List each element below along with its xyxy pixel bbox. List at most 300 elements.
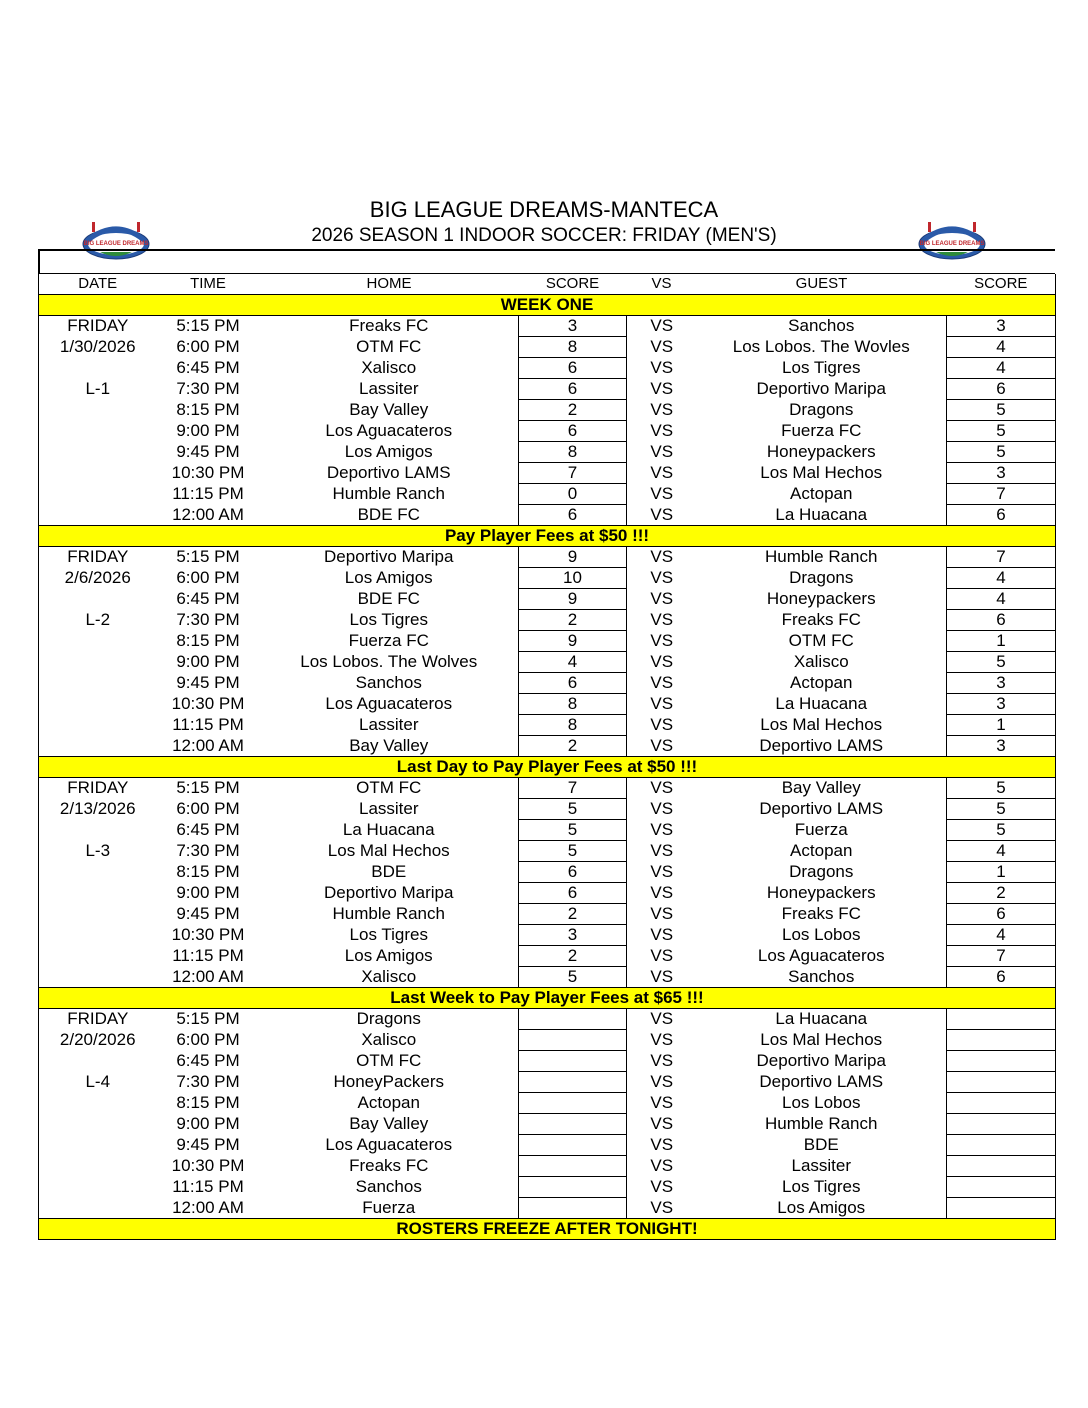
day-label: FRIDAY xyxy=(39,778,157,799)
game-row xyxy=(39,715,1056,736)
guest-team: Los Lobos xyxy=(782,925,861,944)
logo-text: BIG LEAGUE DREAMS xyxy=(83,241,149,247)
date-cell xyxy=(39,1051,157,1072)
guest-score xyxy=(947,1051,1056,1072)
week-label: L-1 xyxy=(39,379,157,400)
game-row xyxy=(39,631,1056,652)
col-header-home-score: SCORE xyxy=(545,275,600,292)
home-score: 6 xyxy=(519,421,627,442)
guest-score: 5 xyxy=(947,442,1056,463)
home-score xyxy=(519,1156,627,1177)
guest-team: Los Mal Hechos xyxy=(760,1030,883,1049)
guest-team: Actopan xyxy=(790,673,853,692)
home-team: Bay Valley xyxy=(349,735,429,755)
date-cell xyxy=(39,442,157,463)
game-row xyxy=(39,589,1056,610)
guest-score xyxy=(947,1114,1056,1135)
game-time: 9:45 PM xyxy=(176,442,240,461)
guest-team: BDE xyxy=(803,1135,839,1154)
vs-label: VS xyxy=(650,400,674,419)
guest-team: Los Mal Hechos xyxy=(760,463,883,482)
game-time: 5:15 PM xyxy=(176,1009,240,1029)
home-team: Lassiter xyxy=(358,799,419,818)
guest-score: 1 xyxy=(947,715,1056,736)
game-row xyxy=(39,736,1056,757)
home-team: Xalisco xyxy=(361,966,417,986)
game-row xyxy=(39,1156,1056,1177)
guest-score xyxy=(947,1009,1056,1030)
home-team: Sanchos xyxy=(355,1177,422,1196)
guest-team: Los Lobos xyxy=(782,1093,861,1112)
vs-label: VS xyxy=(650,778,674,798)
guest-score: 4 xyxy=(947,358,1056,379)
game-time: 9:45 PM xyxy=(176,1135,240,1154)
date-cell xyxy=(39,631,157,652)
home-team: Deportivo Maripa xyxy=(324,547,454,567)
game-time: 10:30 PM xyxy=(171,1156,245,1175)
week-banner xyxy=(39,526,1056,547)
home-team: Freaks FC xyxy=(349,316,429,336)
date-cell xyxy=(39,1135,157,1156)
game-time: 7:30 PM xyxy=(176,841,240,860)
game-row xyxy=(39,1135,1056,1156)
game-row xyxy=(39,610,1056,631)
game-row xyxy=(39,1114,1056,1135)
vs-label: VS xyxy=(650,568,674,587)
home-team: Humble Ranch xyxy=(332,484,445,503)
home-team: Dragons xyxy=(356,1009,421,1029)
vs-label: VS xyxy=(650,1093,674,1112)
guest-score: 3 xyxy=(947,463,1056,484)
guest-team: Freaks FC xyxy=(781,904,861,923)
home-score xyxy=(519,1051,627,1072)
home-team: Los Aguacateros xyxy=(325,694,453,713)
home-team: BDE FC xyxy=(357,589,420,608)
game-row xyxy=(39,925,1056,946)
col-header-vs: VS xyxy=(651,275,672,292)
guest-team: Freaks FC xyxy=(781,610,861,629)
date-cell xyxy=(39,967,157,988)
guest-team: Dragons xyxy=(789,862,854,881)
guest-team: Los Amigos xyxy=(777,1197,866,1217)
week-banner xyxy=(39,295,1056,316)
guest-team: Honeypackers xyxy=(766,442,876,461)
home-score: 5 xyxy=(519,820,627,841)
guest-team: Bay Valley xyxy=(781,778,861,798)
game-date: 2/20/2026 xyxy=(39,1030,157,1051)
date-cell xyxy=(39,652,157,673)
vs-label: VS xyxy=(650,820,674,839)
guest-score: 7 xyxy=(947,484,1056,505)
column-header-row xyxy=(39,274,1056,295)
date-cell xyxy=(39,484,157,505)
banner-text: WEEK ONE xyxy=(39,295,1056,316)
guest-score: 1 xyxy=(947,631,1056,652)
vs-label: VS xyxy=(650,1009,674,1029)
date-cell xyxy=(39,358,157,379)
game-time: 11:15 PM xyxy=(172,946,244,965)
game-row xyxy=(39,820,1056,841)
vs-label: VS xyxy=(650,484,674,503)
guest-score: 2 xyxy=(947,883,1056,904)
vs-label: VS xyxy=(650,442,674,461)
home-team: Los Tigres xyxy=(349,610,428,629)
game-time: 12:00 AM xyxy=(172,735,244,755)
guest-score: 4 xyxy=(947,337,1056,358)
guest-team: Deportivo LAMS xyxy=(759,735,884,755)
game-time: 11:15 PM xyxy=(172,484,244,503)
game-row xyxy=(39,400,1056,421)
guest-team: Deportivo LAMS xyxy=(759,1072,884,1091)
home-score: 2 xyxy=(519,610,627,631)
game-time: 6:00 PM xyxy=(176,568,240,587)
home-score: 3 xyxy=(519,316,627,337)
home-team: Lassiter xyxy=(358,715,419,734)
guest-score: 1 xyxy=(947,862,1056,883)
game-time: 7:30 PM xyxy=(176,1072,240,1091)
guest-score: 6 xyxy=(947,967,1056,988)
banner-text: ROSTERS FREEZE AFTER TONIGHT! xyxy=(39,1219,1056,1240)
week-banner xyxy=(39,988,1056,1009)
home-team: Los Lobos. The Wolves xyxy=(300,652,478,671)
home-team: Los Aguacateros xyxy=(325,421,453,440)
home-score: 0 xyxy=(519,484,627,505)
game-row xyxy=(39,421,1056,442)
date-cell xyxy=(39,715,157,736)
date-cell xyxy=(39,505,157,526)
game-row xyxy=(39,337,1056,358)
guest-score: 4 xyxy=(947,925,1056,946)
guest-team: Honeypackers xyxy=(766,589,876,608)
game-row xyxy=(39,316,1056,337)
vs-label: VS xyxy=(650,610,674,629)
game-time: 7:30 PM xyxy=(176,379,240,398)
schedule-table xyxy=(38,274,1056,1240)
game-time: 12:00 AM xyxy=(172,504,244,524)
game-row xyxy=(39,652,1056,673)
game-date: 2/6/2026 xyxy=(39,568,157,589)
guest-team: Los Mal Hechos xyxy=(760,715,883,734)
guest-score: 3 xyxy=(947,673,1056,694)
home-team: Lassiter xyxy=(358,379,419,398)
guest-score: 5 xyxy=(947,799,1056,820)
game-time: 12:00 AM xyxy=(172,966,244,986)
game-time: 9:00 PM xyxy=(176,421,240,440)
date-cell xyxy=(39,946,157,967)
date-cell xyxy=(39,925,157,946)
date-cell xyxy=(39,736,157,757)
home-score: 9 xyxy=(519,631,627,652)
guest-team: Fuerza xyxy=(794,820,848,839)
home-score: 8 xyxy=(519,715,627,736)
home-team: Fuerza FC xyxy=(348,631,429,650)
game-row xyxy=(39,862,1056,883)
game-time: 6:45 PM xyxy=(176,820,240,839)
guest-score xyxy=(947,1030,1056,1051)
game-row xyxy=(39,694,1056,715)
guest-team: Fuerza FC xyxy=(781,421,862,440)
home-score xyxy=(519,1093,627,1114)
guest-team: Actopan xyxy=(790,484,853,503)
vs-label: VS xyxy=(650,547,674,567)
game-row xyxy=(39,484,1056,505)
home-score: 8 xyxy=(519,694,627,715)
home-team: Xalisco xyxy=(361,1030,417,1049)
vs-label: VS xyxy=(650,652,674,671)
game-time: 10:30 PM xyxy=(171,463,245,482)
game-row xyxy=(39,1009,1056,1030)
game-row xyxy=(39,463,1056,484)
game-row xyxy=(39,946,1056,967)
home-team: Los Aguacateros xyxy=(325,1135,453,1154)
game-row xyxy=(39,883,1056,904)
vs-label: VS xyxy=(650,1177,674,1196)
home-score xyxy=(519,1135,627,1156)
home-team: Los Mal Hechos xyxy=(327,841,450,860)
game-time: 11:15 PM xyxy=(172,715,244,734)
guest-team: Humble Ranch xyxy=(765,547,878,567)
frame-top-line xyxy=(38,249,1055,251)
date-cell xyxy=(39,421,157,442)
guest-score: 6 xyxy=(947,610,1056,631)
footer-banner xyxy=(39,1219,1056,1240)
game-row xyxy=(39,505,1056,526)
logo-text: BIG LEAGUE DREAMS xyxy=(919,241,985,247)
home-score: 6 xyxy=(519,862,627,883)
col-header-guest: GUEST xyxy=(795,275,848,292)
guest-score: 6 xyxy=(947,505,1056,526)
game-time: 8:15 PM xyxy=(176,862,240,881)
game-row xyxy=(39,547,1056,568)
home-team: Actopan xyxy=(357,1093,420,1112)
week-banner xyxy=(39,757,1056,778)
game-time: 8:15 PM xyxy=(176,631,240,650)
home-score: 7 xyxy=(519,463,627,484)
home-score: 6 xyxy=(519,358,627,379)
home-team: Los Tigres xyxy=(349,925,428,944)
league-logo-right xyxy=(914,214,990,262)
home-score xyxy=(519,1072,627,1093)
guest-score xyxy=(947,1093,1056,1114)
vs-label: VS xyxy=(650,316,674,336)
guest-team: La Huacana xyxy=(775,1009,868,1029)
home-team: BDE FC xyxy=(357,504,420,524)
date-cell xyxy=(39,820,157,841)
game-time: 9:45 PM xyxy=(176,904,240,923)
banner-text: Last Week to Pay Player Fees at $65 !!! xyxy=(39,988,1056,1009)
home-team: Los Amigos xyxy=(344,442,433,461)
vs-label: VS xyxy=(650,883,674,902)
home-team: Los Amigos xyxy=(344,568,433,587)
home-score: 6 xyxy=(519,505,627,526)
guest-score xyxy=(947,1177,1056,1198)
game-time: 6:00 PM xyxy=(176,337,240,356)
vs-label: VS xyxy=(650,862,674,881)
date-cell xyxy=(39,862,157,883)
home-score: 2 xyxy=(519,736,627,757)
date-cell xyxy=(39,1093,157,1114)
game-time: 9:00 PM xyxy=(176,883,240,902)
vs-label: VS xyxy=(650,1072,674,1091)
game-time: 6:00 PM xyxy=(176,799,240,818)
date-cell xyxy=(39,463,157,484)
vs-label: VS xyxy=(650,358,674,377)
date-cell xyxy=(39,673,157,694)
date-cell xyxy=(39,1177,157,1198)
vs-label: VS xyxy=(650,589,674,608)
date-cell xyxy=(39,1156,157,1177)
vs-label: VS xyxy=(650,715,674,734)
game-time: 5:15 PM xyxy=(176,316,240,336)
guest-team: Dragons xyxy=(789,400,854,419)
day-label: FRIDAY xyxy=(39,1009,157,1030)
date-cell xyxy=(39,1114,157,1135)
home-team: Bay Valley xyxy=(349,1114,429,1133)
vs-label: VS xyxy=(650,1135,674,1154)
frame-left-line xyxy=(38,249,40,274)
game-time: 8:15 PM xyxy=(176,400,240,419)
guest-team: Sanchos xyxy=(788,316,855,336)
guest-team: Lassiter xyxy=(791,1156,852,1175)
home-score: 5 xyxy=(519,799,627,820)
col-header-time: TIME xyxy=(190,275,226,292)
vs-label: VS xyxy=(650,1051,674,1070)
guest-team: Los Lobos. The Wovles xyxy=(732,337,910,356)
date-cell xyxy=(39,589,157,610)
vs-label: VS xyxy=(650,463,674,482)
game-row xyxy=(39,568,1056,589)
date-cell xyxy=(39,1198,157,1219)
vs-label: VS xyxy=(650,925,674,944)
home-team: La Huacana xyxy=(342,820,435,839)
guest-score: 4 xyxy=(947,568,1056,589)
game-row xyxy=(39,673,1056,694)
day-label: FRIDAY xyxy=(39,316,157,337)
home-score: 2 xyxy=(519,946,627,967)
guest-team: La Huacana xyxy=(775,694,868,713)
week-label: L-2 xyxy=(39,610,157,631)
guest-score: 3 xyxy=(947,694,1056,715)
vs-label: VS xyxy=(650,841,674,860)
game-row xyxy=(39,379,1056,400)
game-row xyxy=(39,1198,1056,1219)
home-team: HoneyPackers xyxy=(333,1072,445,1091)
vs-label: VS xyxy=(650,966,674,986)
guest-score: 3 xyxy=(947,736,1056,757)
guest-team: Los Aguacateros xyxy=(757,946,885,965)
game-row xyxy=(39,778,1056,799)
col-header-home: HOME xyxy=(366,275,412,292)
guest-score: 7 xyxy=(947,946,1056,967)
game-row xyxy=(39,904,1056,925)
guest-team: Xalisco xyxy=(793,652,849,671)
vs-label: VS xyxy=(650,379,674,398)
vs-label: VS xyxy=(650,673,674,692)
guest-score xyxy=(947,1072,1056,1093)
date-cell xyxy=(39,694,157,715)
home-score xyxy=(519,1177,627,1198)
game-row xyxy=(39,1072,1056,1093)
home-score: 5 xyxy=(519,841,627,862)
home-team: Sanchos xyxy=(355,673,422,692)
home-team: BDE xyxy=(371,862,407,881)
game-time: 5:15 PM xyxy=(176,778,240,798)
game-row xyxy=(39,1093,1056,1114)
col-header-guest-score: SCORE xyxy=(947,274,1056,295)
game-time: 8:15 PM xyxy=(176,1093,240,1112)
home-score xyxy=(519,1198,627,1219)
home-score: 5 xyxy=(519,967,627,988)
vs-label: VS xyxy=(650,946,674,965)
home-team: Deportivo LAMS xyxy=(326,463,451,482)
guest-score: 4 xyxy=(947,841,1056,862)
home-score xyxy=(519,1009,627,1030)
league-logo-left xyxy=(78,214,154,262)
banner-text: Pay Player Fees at $50 !!! xyxy=(39,526,1056,547)
game-row xyxy=(39,799,1056,820)
game-time: 9:45 PM xyxy=(176,673,240,692)
vs-label: VS xyxy=(650,421,674,440)
game-time: 6:45 PM xyxy=(176,358,240,377)
game-row xyxy=(39,1030,1056,1051)
home-score: 6 xyxy=(519,379,627,400)
guest-score xyxy=(947,1156,1056,1177)
game-time: 11:15 PM xyxy=(172,1177,244,1196)
vs-label: VS xyxy=(650,631,674,650)
game-time: 9:00 PM xyxy=(176,1114,240,1133)
guest-score: 3 xyxy=(947,316,1056,337)
home-team: OTM FC xyxy=(356,1051,422,1070)
vs-label: VS xyxy=(650,694,674,713)
game-time: 5:15 PM xyxy=(176,547,240,567)
home-score: 2 xyxy=(519,400,627,421)
guest-team: Actopan xyxy=(790,841,853,860)
guest-team: La Huacana xyxy=(775,504,868,524)
vs-label: VS xyxy=(650,1197,674,1217)
vs-label: VS xyxy=(650,1030,674,1049)
vs-label: VS xyxy=(650,1114,674,1133)
vs-label: VS xyxy=(650,1156,674,1175)
home-score: 9 xyxy=(519,589,627,610)
vs-label: VS xyxy=(650,799,674,818)
game-row xyxy=(39,1177,1056,1198)
page-subtitle: 2026 SEASON 1 INDOOR SOCCER: FRIDAY (MEN'S) xyxy=(311,225,777,246)
guest-team: Deportivo LAMS xyxy=(759,799,884,818)
game-date: 1/30/2026 xyxy=(39,337,157,358)
guest-score: 6 xyxy=(947,904,1056,925)
home-score xyxy=(519,1114,627,1135)
home-score: 6 xyxy=(519,883,627,904)
week-label: L-3 xyxy=(39,841,157,862)
guest-team: Sanchos xyxy=(788,966,855,986)
page-title: BIG LEAGUE DREAMS-MANTECA xyxy=(369,197,719,222)
home-score: 6 xyxy=(519,673,627,694)
guest-team: Dragons xyxy=(789,568,854,587)
game-time: 12:00 AM xyxy=(172,1197,244,1217)
game-time: 10:30 PM xyxy=(171,925,245,944)
home-score: 3 xyxy=(519,925,627,946)
game-time: 9:00 PM xyxy=(176,652,240,671)
game-time: 6:45 PM xyxy=(176,1051,240,1070)
guest-team: Los Tigres xyxy=(782,1177,861,1196)
vs-label: VS xyxy=(650,735,674,755)
home-score: 8 xyxy=(519,337,627,358)
game-row xyxy=(39,841,1056,862)
vs-label: VS xyxy=(650,904,674,923)
home-team: Freaks FC xyxy=(349,1156,429,1175)
home-score: 9 xyxy=(519,547,627,568)
day-label: FRIDAY xyxy=(39,547,157,568)
